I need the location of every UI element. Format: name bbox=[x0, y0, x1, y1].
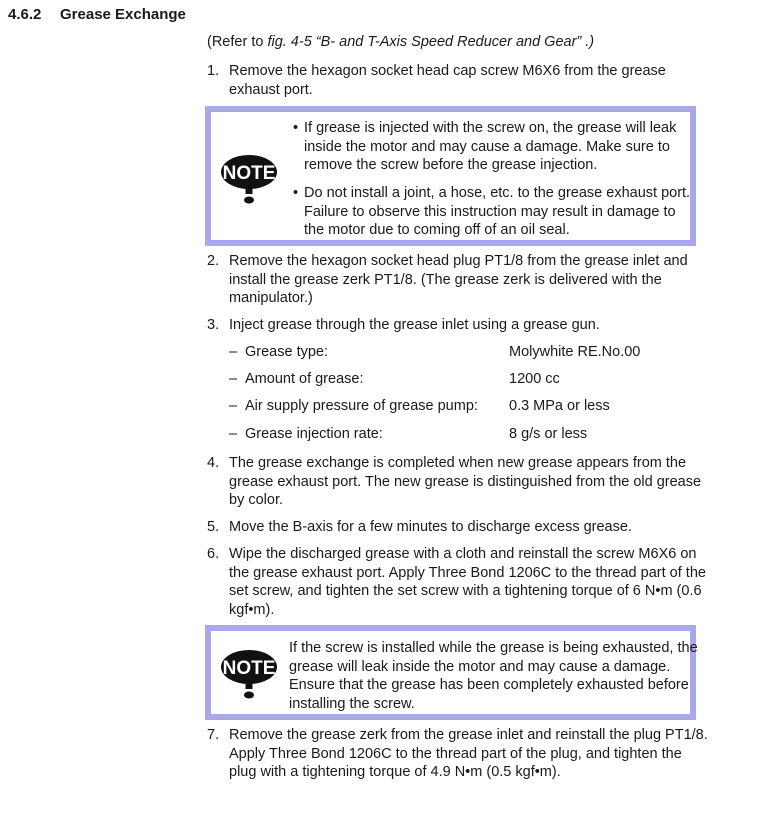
step-text: Remove the hexagon socket head cap screw M6X6 from the grease exhaust port. bbox=[229, 63, 666, 98]
step-number: 7. bbox=[207, 727, 220, 743]
step-text: Remove the hexagon socket head plug PT1/8 from the grease inlet and install the grease zerk PT1/8. (The grease zerk is delivered with the manipulator.) bbox=[229, 253, 688, 306]
note-badge-label: NOTE bbox=[222, 658, 276, 679]
reference-prefix: (Refer to bbox=[207, 34, 268, 50]
bullet-mark: • bbox=[293, 185, 299, 201]
note-icon bbox=[219, 645, 279, 701]
section-number: 4.6.2 bbox=[8, 6, 42, 23]
figure-reference bbox=[207, 34, 594, 50]
bullet-text: Do not install a joint, a hose, etc. to the grease exhaust port. Failure to observe this instruction may result in damage to the motor due to coming off of an oil seal. bbox=[304, 185, 691, 238]
section-heading bbox=[8, 6, 186, 23]
note-badge-label: NOTE bbox=[222, 163, 276, 184]
step-text: Wipe the discharged grease with a cloth and reinstall the screw M6X6 on the grease exhaust port. Apply Three Bond 1206C to the thread part of the set screw, and tighten the set screw with a tightening torque of 6 N•m (0.6 kgf•m). bbox=[229, 546, 706, 618]
note-2-text: If the screw is installed while the grease is being exhausted, the grease will leak inside the motor and may cause a damage. Ensure that the grease has been completely exhausted before installing the screw. bbox=[289, 640, 698, 712]
param-dash: – bbox=[229, 344, 238, 360]
step-text: The grease exchange is completed when new grease appears from the grease exhaust port. The new grease is distinguished from the old grease by color. bbox=[229, 455, 702, 508]
step-text: Move the B-axis for a few minutes to discharge excess grease. bbox=[229, 519, 632, 535]
param-value: 8 g/s or less bbox=[509, 426, 588, 442]
param-value: 0.3 MPa or less bbox=[509, 398, 610, 414]
note-box-1 bbox=[205, 106, 696, 246]
note-bullet bbox=[293, 184, 703, 240]
section-title: Grease Exchange bbox=[60, 6, 186, 23]
param-dash: – bbox=[229, 426, 238, 442]
param-label: Air supply pressure of grease pump: bbox=[245, 398, 478, 414]
step-text: Inject grease through the grease inlet using a grease gun. bbox=[229, 317, 600, 333]
reference-figure-link: fig. 4-5 bbox=[267, 34, 312, 50]
step-number: 2. bbox=[207, 253, 220, 269]
param-value: Molywhite RE.No.00 bbox=[509, 344, 641, 360]
param-dash: – bbox=[229, 398, 238, 414]
param-label: Grease injection rate: bbox=[245, 426, 383, 442]
bullet-text: If grease is injected with the screw on, the grease will leak inside the motor and may cause a damage. Make sure to remove the screw before the grease injection. bbox=[304, 120, 677, 173]
note-bullet bbox=[293, 119, 703, 175]
param-label: Amount of grease: bbox=[245, 371, 364, 387]
step-number: 5. bbox=[207, 519, 220, 535]
bullet-mark: • bbox=[293, 120, 299, 136]
reference-figure-title: “B- and T-Axis Speed Reducer and Gear” .) bbox=[311, 34, 595, 50]
param-label: Grease type: bbox=[245, 344, 329, 360]
step-number: 1. bbox=[207, 63, 220, 79]
step-number: 4. bbox=[207, 455, 220, 471]
param-value: 1200 cc bbox=[509, 371, 560, 387]
note-icon bbox=[219, 150, 279, 206]
step-text: Remove the grease zerk from the grease inlet and reinstall the plug PT1/8. Apply Three Bond 1206C to the thread part of the plug, and tighten the plug with a tightening torque of 4.9 N•m (0.5 kgf•m). bbox=[229, 727, 708, 780]
step-number: 3. bbox=[207, 317, 220, 333]
param-dash: – bbox=[229, 371, 238, 387]
step-number: 6. bbox=[207, 546, 220, 562]
note-box-2 bbox=[205, 625, 696, 720]
